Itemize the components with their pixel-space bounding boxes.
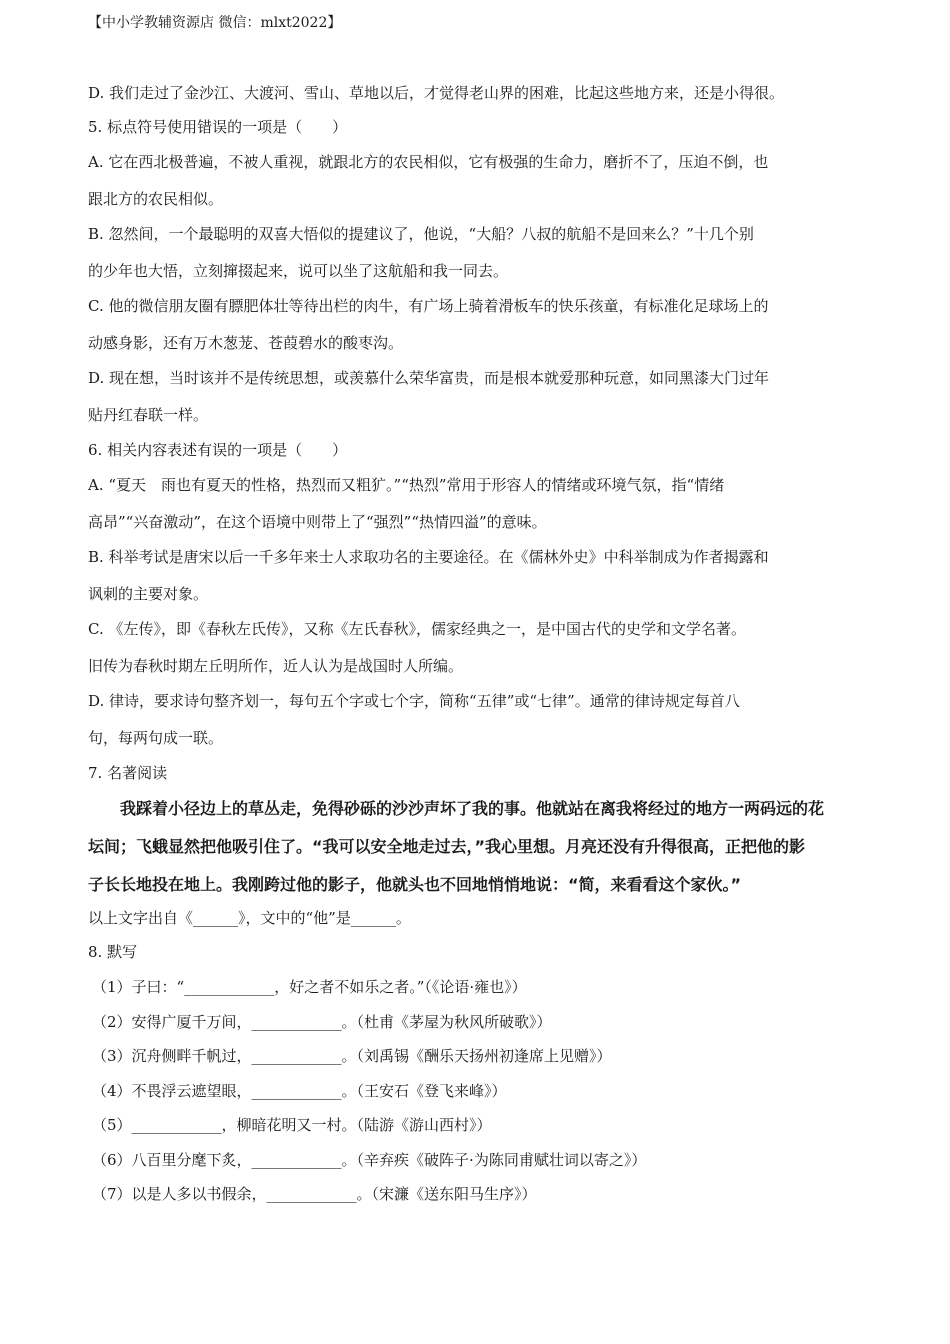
q5-option-c-line2: 动感身影，还有万木葱茏、苍葭碧水的酸枣沟。 <box>88 334 404 352</box>
q8-item-6: （6）八百里分麾下炙，____________。（辛弃疾《破阵子·为陈同甫赋壮词以寄之》） <box>92 1151 647 1169</box>
q5-title: 5. 标点符号使用错误的一项是（ ） <box>88 118 348 136</box>
page-header: 【中小学教辅资源店 微信：mlxt2022】 <box>88 15 342 31</box>
q5-option-d-line1: D. 现在想，当时该并不是传统思想，或羡慕什么荣华富贵，而是根本就爱那种玩意，如同黑漆大门过年 <box>88 369 770 387</box>
q8-item-2: （2）安得广厦千万间，____________。（杜甫《茅屋为秋风所破歌》） <box>92 1013 552 1031</box>
q6-title: 6. 相关内容表述有误的一项是（ ） <box>88 441 348 459</box>
q6-option-b-line2: 讽刺的主要对象。 <box>88 585 209 603</box>
q8-item-1: （1）子曰：“____________，好之者不如乐之者。”（《论语·雍也》） <box>92 978 527 996</box>
q5-option-a-line2: 跟北方的农民相似。 <box>88 190 224 208</box>
q7-passage-line3: 子长长地投在地上。我刚跨过他的影子，他就头也不回地悄悄地说：“简，来看看这个家伙。” <box>88 875 742 894</box>
q8-item-3: （3）沉舟侧畔千帆过，____________。（刘禹锡《酬乐天扬州初逢席上见赠》） <box>92 1047 612 1065</box>
q5-option-b-line1: B. 忽然间，一个最聪明的双喜大悟似的提建议了，他说，“大船？八叔的航船不是回来么？”十几个别 <box>88 225 754 243</box>
q8-title: 8. 默写 <box>88 943 138 961</box>
q6-option-c-line2: 旧传为春秋时期左丘明所作，近人认为是战国时人所编。 <box>88 657 464 675</box>
q8-item-4: （4）不畏浮云遮望眼，____________。（王安石《登飞来峰》） <box>92 1082 507 1100</box>
q5-option-c-line1: C. 他的微信朋友圈有膘肥体壮等待出栏的肉牛，有广场上骑着滑板车的快乐孩童，有标准化足球场上的 <box>88 297 769 315</box>
q6-option-a-line1: A. “夏天 雨也有夏天的性格，热烈而又粗犷。”“热烈”常用于形容人的情绪或环境气氛，指“情绪 <box>88 476 725 494</box>
q6-option-d-line2: 句，每两句成一联。 <box>88 729 224 747</box>
q5-option-b-line2: 的少年也大悟，立刻撺掇起来，说可以坐了这航船和我一同去。 <box>88 262 509 280</box>
q8-item-5: （5）____________，柳暗花明又一村。（陆游《游山西村》） <box>92 1116 492 1134</box>
q4-option-d: D. 我们走过了金沙江、大渡河、雪山、草地以后，才觉得老山界的困难，比起这些地方来，还是小得很。 <box>88 84 785 102</box>
q7-passage-line1: 我踩着小径边上的草丛走，免得砂砾的沙沙声坏了我的事。他就站在离我将经过的地方一两码远的花 <box>88 799 825 818</box>
q5-option-d-line2: 贴丹红春联一样。 <box>88 406 209 424</box>
q5-option-a-line1: A. 它在西北极普遍，不被人重视，就跟北方的农民相似，它有极强的生命力，磨折不了，压迫不倒，也 <box>88 153 769 171</box>
q6-option-a-line2: 高昂”“兴奋激动”，在这个语境中则带上了“强烈”“热情四溢”的意味。 <box>88 513 547 531</box>
q7-title: 7. 名著阅读 <box>88 764 168 782</box>
q6-option-b-line1: B. 科举考试是唐宋以后一千多年来士人求取功名的主要途径。在《儒林外史》中科举制成为作者揭露和 <box>88 548 769 566</box>
q7-question: 以上文字出自《______》，文中的“他”是______。 <box>88 909 411 927</box>
q8-item-7: （7）以是人多以书假余，____________。（宋濂《送东阳马生序》） <box>92 1185 537 1203</box>
q7-passage-line2: 坛间；飞蛾显然把他吸引住了。“我可以安全地走过去，”我心里想。月亮还没有升得很高，正把他的影 <box>88 837 806 856</box>
q6-option-d-line1: D. 律诗，要求诗句整齐划一，每句五个字或七个字，简称“五律”或“七律”。通常的律诗规定每首八 <box>88 692 740 710</box>
q6-option-c-line1: C. 《左传》，即《春秋左氏传》，又称《左氏春秋》，儒家经典之一，是中国古代的史学和文学名著。 <box>88 620 746 638</box>
